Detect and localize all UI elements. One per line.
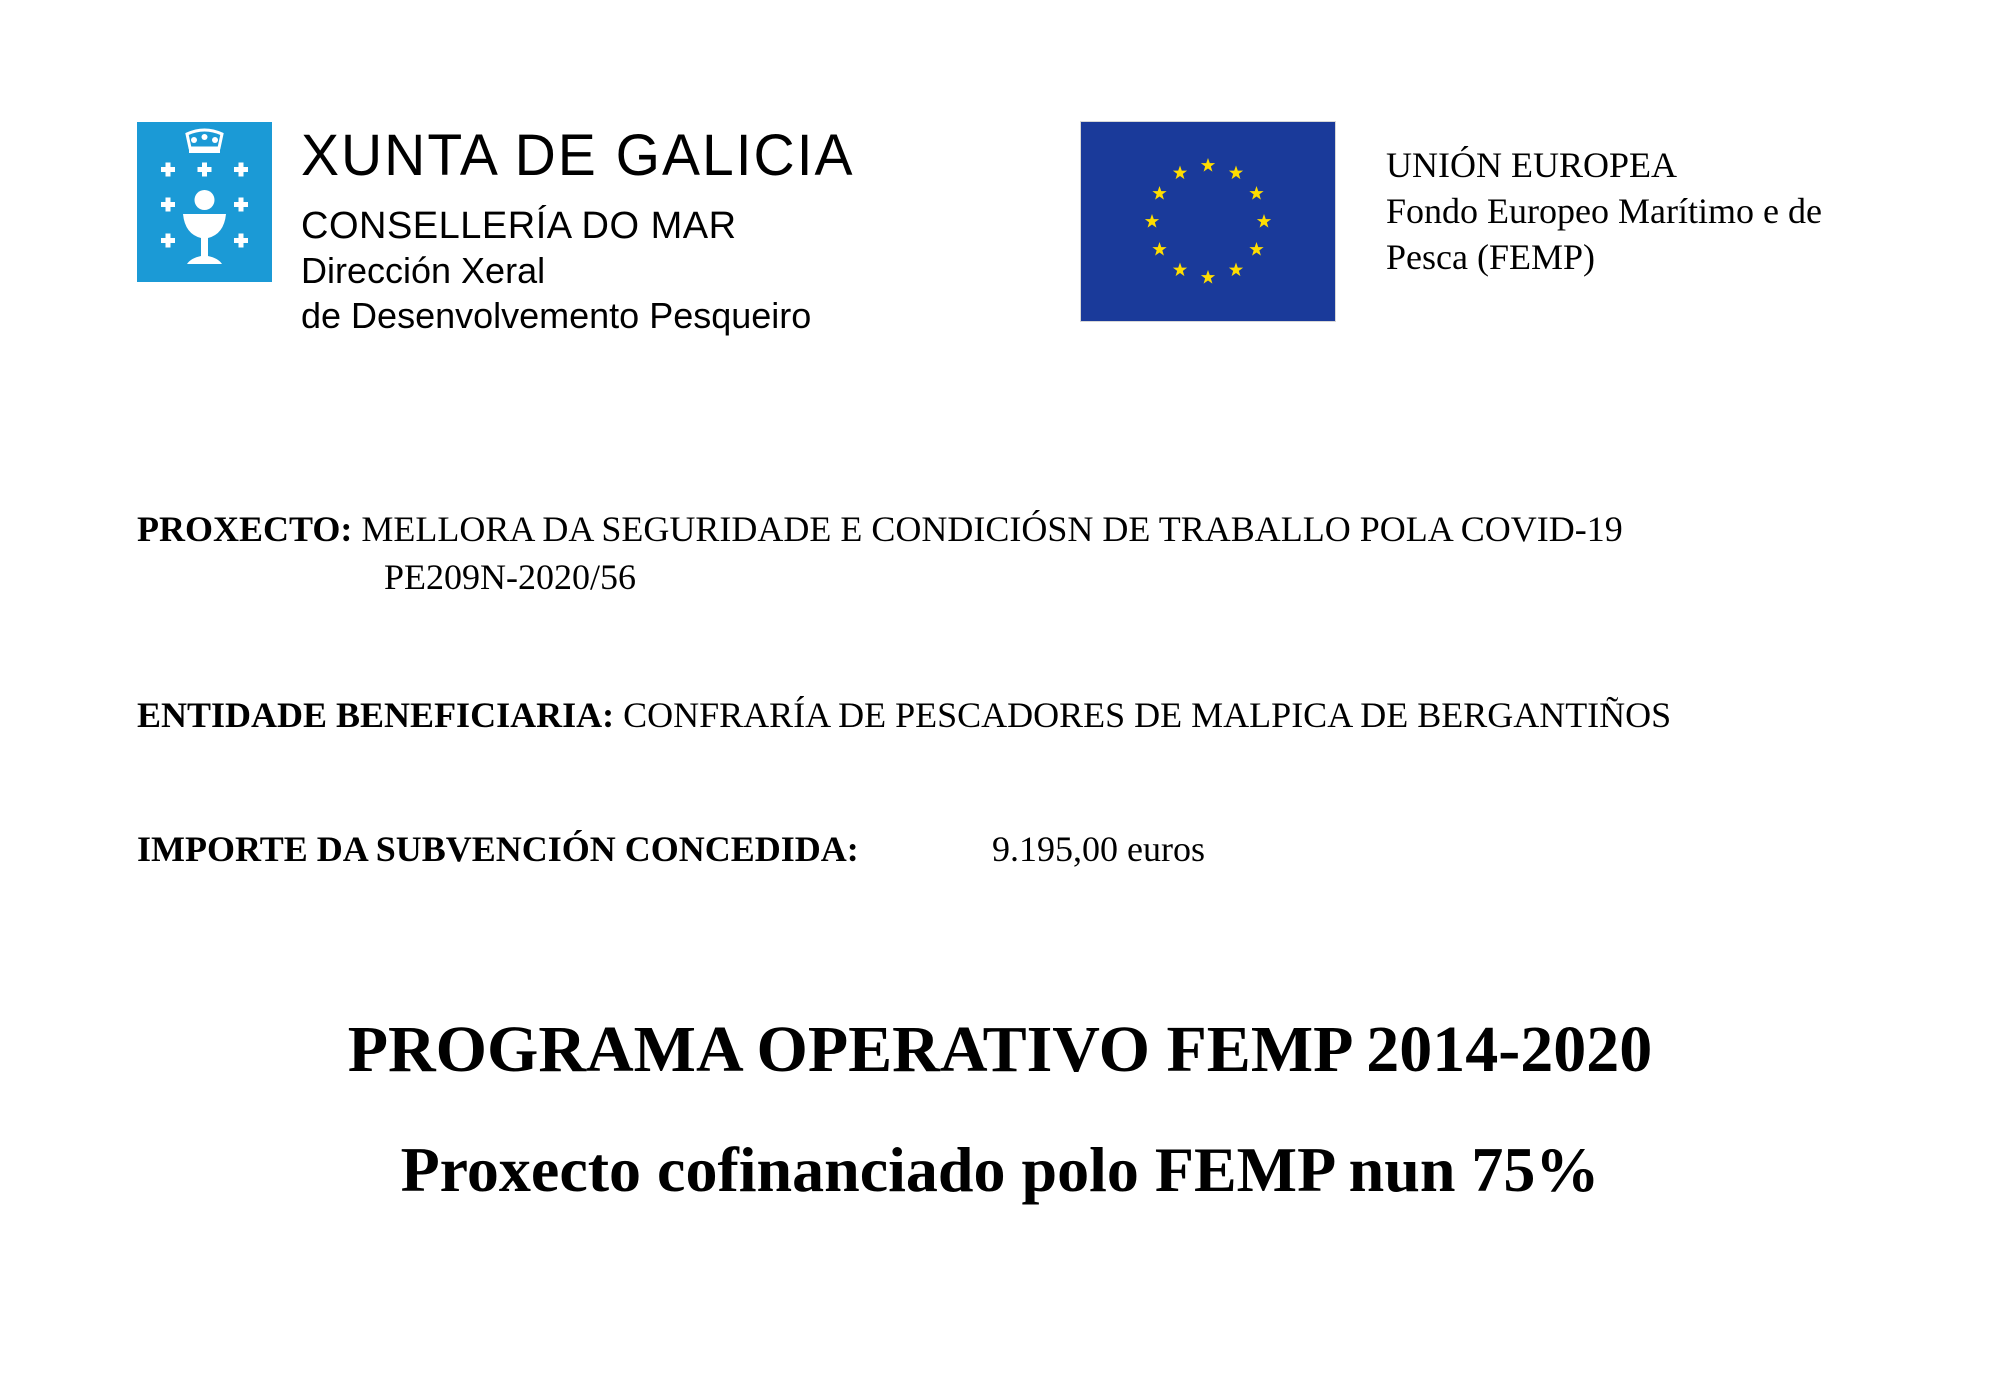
importe-value: 9.195,00 euros — [992, 829, 1205, 869]
eu-fund-line-1: Fondo Europeo Marítimo e de — [1386, 191, 1822, 231]
entidade-label: ENTIDADE BENEFICIARIA: — [137, 695, 615, 735]
european-union-flag-icon — [1081, 122, 1335, 321]
eu-star-icon — [1229, 166, 1243, 180]
xunta-de-galicia-title: XUNTA DE GALICIA — [301, 122, 855, 189]
conselleria-name: CONSELLERÍA DO MAR — [301, 205, 737, 247]
programa-operativo-heading: PROGRAMA OPERATIVO FEMP 2014-2020 — [347, 1013, 1653, 1086]
proxecto-code: PE209N-2020/56 — [384, 557, 636, 597]
eu-star-icon — [1152, 242, 1166, 256]
eu-star-icon — [1152, 186, 1166, 200]
eu-star-icon — [1257, 214, 1271, 228]
proxecto-field — [137, 508, 1623, 550]
entidade-value: CONFRARÍA DE PESCADORES DE MALPICA DE BERGANTIÑOS — [623, 695, 1672, 735]
eu-star-icon — [1173, 166, 1187, 180]
importe-field — [137, 828, 859, 870]
xunta-de-galicia-coat-of-arms-icon — [137, 122, 272, 282]
eu-fund-line-2: Pesca (FEMP) — [1386, 237, 1595, 277]
directorate-line-2: de Desenvolvemento Pesqueiro — [301, 295, 812, 336]
eu-star-icon — [1249, 242, 1263, 256]
directorate-line-1: Dirección Xeral — [301, 250, 546, 291]
proxecto-value: MELLORA DA SEGURIDADE E CONDICIÓSN DE TRABALLO POLA COVID-19 — [361, 509, 1623, 549]
importe-label: IMPORTE DA SUBVENCIÓN CONCEDIDA: — [137, 829, 859, 869]
eu-star-icon — [1201, 158, 1215, 172]
eu-title: UNIÓN EUROPEA — [1386, 145, 1677, 185]
eu-star-icon — [1173, 263, 1187, 277]
cofinanciado-heading: Proxecto cofinanciado polo FEMP nun 75% — [400, 1134, 1600, 1205]
eu-star-icon — [1229, 263, 1243, 277]
eu-star-icon — [1249, 186, 1263, 200]
eu-star-icon — [1145, 214, 1159, 228]
proxecto-label: PROXECTO: — [137, 509, 353, 549]
eu-star-icon — [1201, 270, 1215, 284]
entidade-field — [137, 694, 1671, 736]
